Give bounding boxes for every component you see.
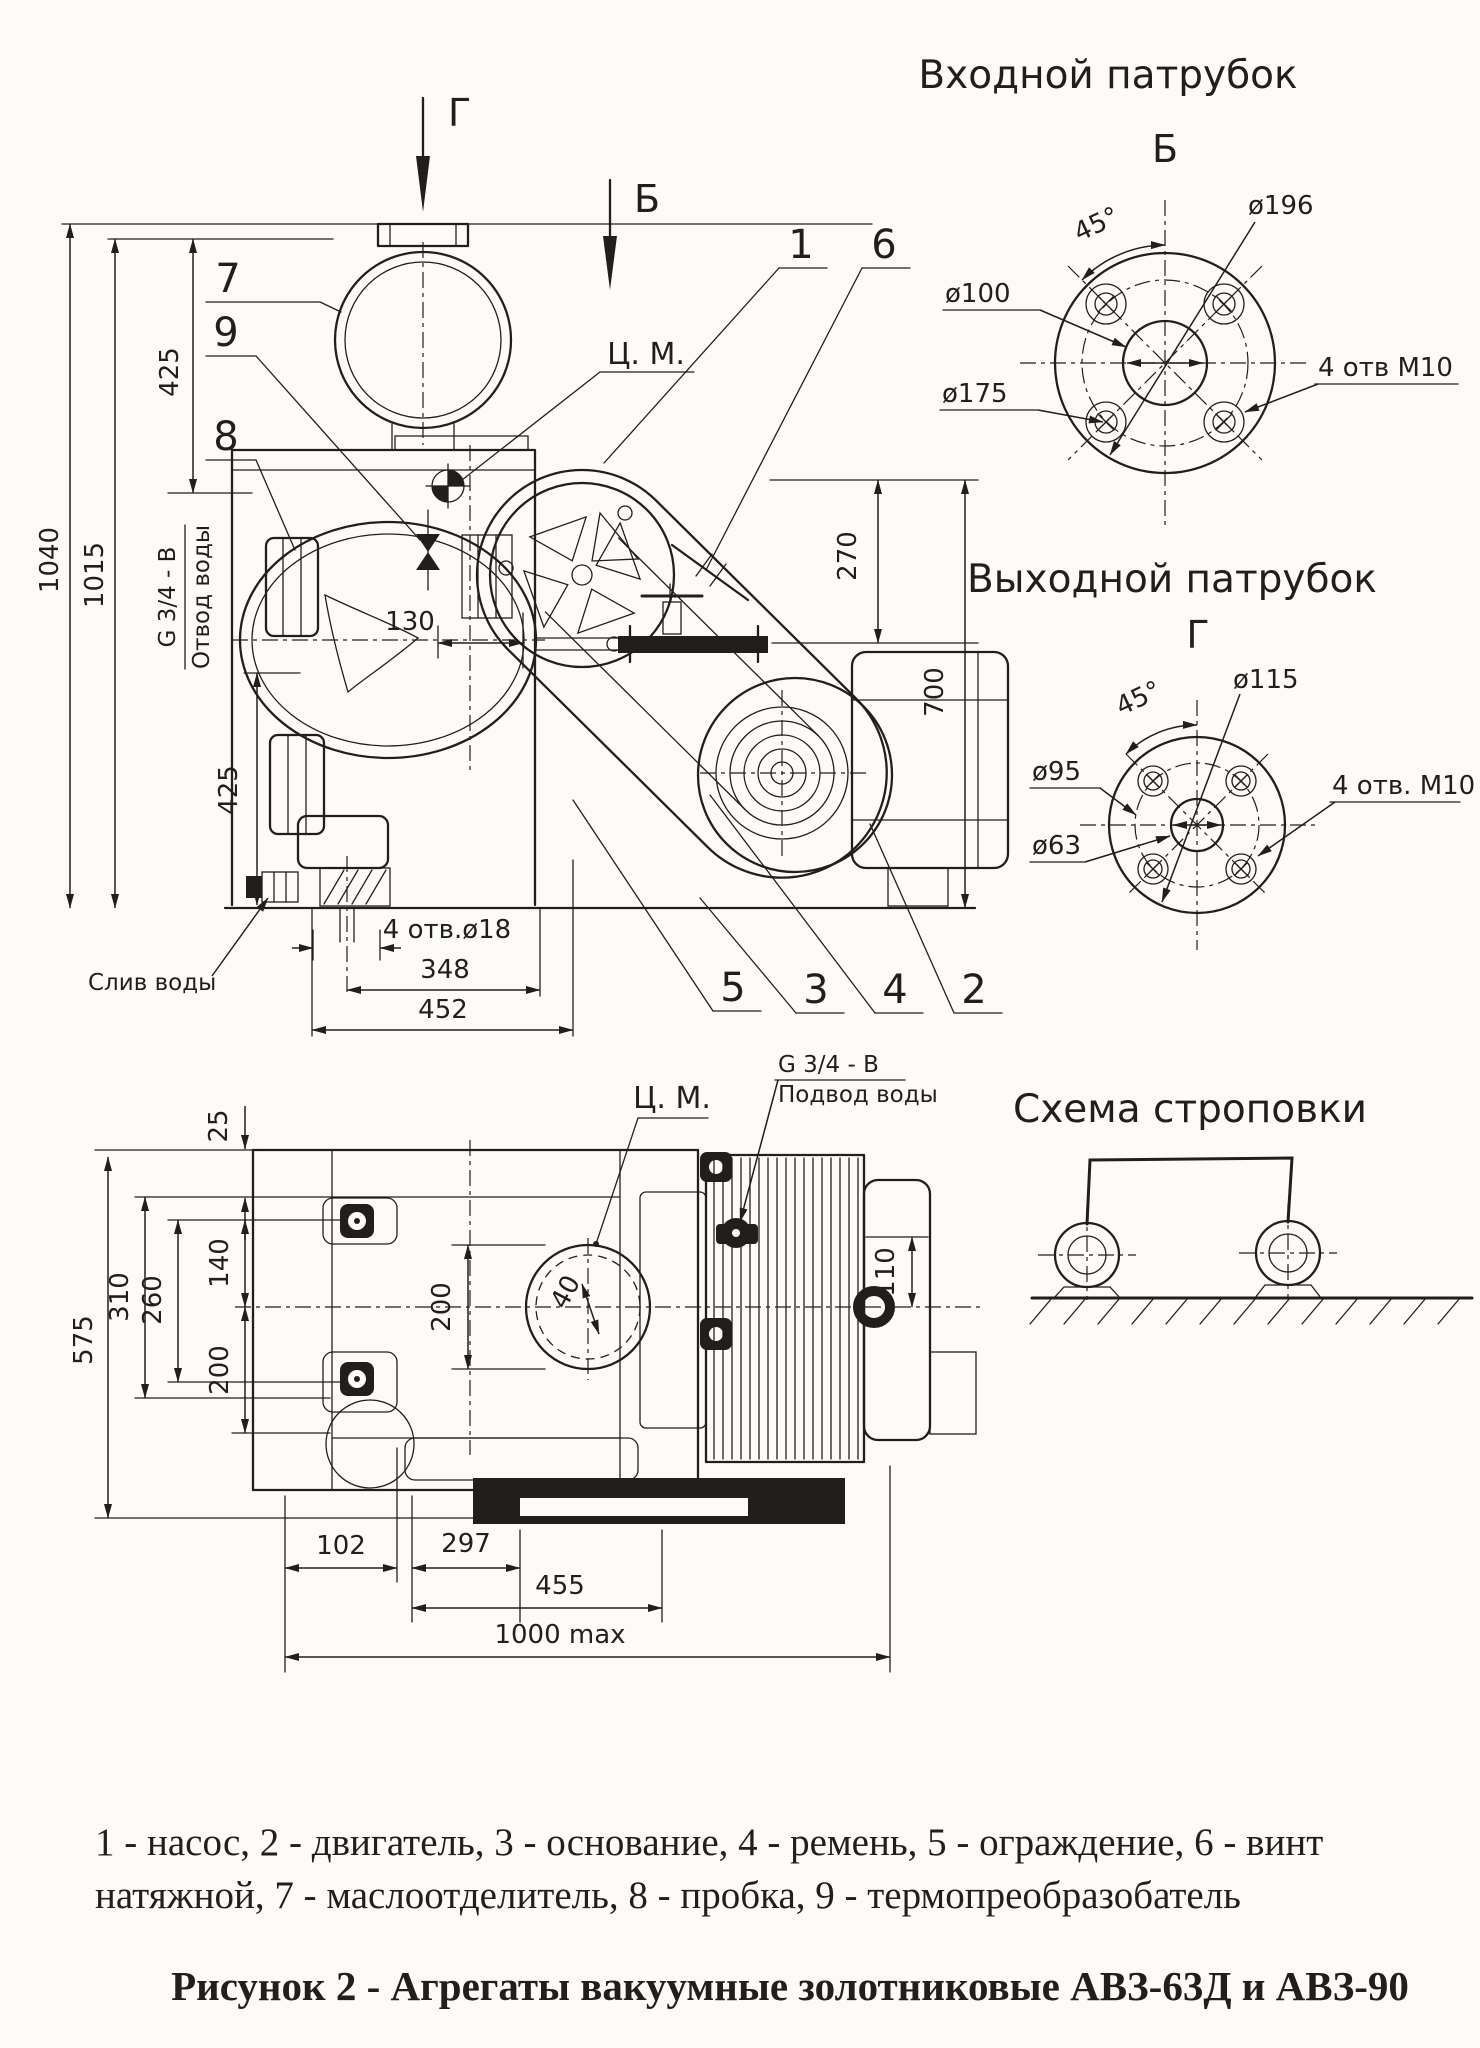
callout-9: 9 xyxy=(213,310,239,356)
dim-297: 297 xyxy=(441,1529,491,1559)
dim-700: 700 xyxy=(920,667,950,717)
section-letter-g: Г xyxy=(448,91,472,135)
plan-motor xyxy=(640,1155,976,1462)
dim-25: 25 xyxy=(204,1109,234,1143)
outlet-flange-title: Выходной патрубок xyxy=(967,557,1377,602)
oil-separator xyxy=(335,224,511,450)
section-letter-b: Б xyxy=(634,177,661,221)
callout-2: 2 xyxy=(961,967,987,1013)
belt-guard xyxy=(434,427,931,922)
mv-callouts xyxy=(206,222,1002,1013)
inlet-angle-label: 45° xyxy=(1069,201,1124,249)
dim-130: 130 xyxy=(385,607,435,637)
figure-caption: Рисунок 2 - Агрегаты вакуумные золотниковые АВЗ-63Д и АВЗ-90 xyxy=(171,1963,1409,2009)
inlet-outer-dia: ø196 xyxy=(1248,191,1314,221)
dim-348: 348 xyxy=(420,955,470,985)
supply-thread-label: G 3/4 - В xyxy=(778,1052,879,1078)
dim-200-left: 200 xyxy=(205,1345,235,1395)
outlet-thread-label: G 3/4 - В xyxy=(155,546,181,648)
side-ports xyxy=(266,538,324,834)
dim-270: 270 xyxy=(833,531,863,581)
inlet-bolt-circle-dia: ø175 xyxy=(942,379,1008,409)
dim-310: 310 xyxy=(105,1272,135,1322)
outlet-water-label xyxy=(155,525,215,669)
dim-140: 140 xyxy=(205,1238,235,1288)
plan-dimensions xyxy=(69,1052,938,1672)
supply-fitting xyxy=(716,1218,758,1248)
outlet-bolt-circle-dia: ø95 xyxy=(1032,757,1081,787)
callout-8: 8 xyxy=(213,414,239,460)
callout-7: 7 xyxy=(215,256,241,302)
inlet-flange-view xyxy=(918,53,1458,530)
dim-455: 455 xyxy=(535,1571,585,1601)
cm-label-main: Ц. М. xyxy=(607,337,685,372)
legend-line-2: натяжной, 7 - маслоотделитель, 8 - пробка, 9 - термопреобразобатель xyxy=(95,1874,1241,1917)
callout-4: 4 xyxy=(882,967,908,1013)
callout-3: 3 xyxy=(803,967,829,1013)
dim-40: 40 xyxy=(544,1270,587,1314)
dim-102: 102 xyxy=(316,1531,366,1561)
main-view xyxy=(35,91,1008,1036)
inlet-holes-label: 4 отв М10 xyxy=(1318,353,1453,383)
callout-1: 1 xyxy=(788,222,814,268)
inlet-flange-letter: Б xyxy=(1151,127,1179,171)
sling-eyebolt-right xyxy=(1239,1204,1337,1298)
dim-1000max: 1000 max xyxy=(494,1620,626,1650)
dim-425-top: 425 xyxy=(155,347,185,397)
outlet-angle-label: 45° xyxy=(1111,675,1166,723)
dim-452: 452 xyxy=(418,995,468,1025)
sling-title: Схема строповки xyxy=(1012,1087,1368,1132)
legend-line-1: 1 - насос, 2 - двигатель, 3 - основание, 4 - ремень, 5 - ограждение, 6 - винт xyxy=(95,1821,1324,1864)
cooling-valve xyxy=(535,584,768,662)
dim-200-mid: 200 xyxy=(427,1282,457,1332)
pump-body xyxy=(225,436,975,908)
plan-view xyxy=(69,1052,985,1672)
outlet-outer-dia: ø115 xyxy=(1233,665,1299,695)
dim-1040: 1040 xyxy=(35,526,65,594)
legend xyxy=(95,1821,1323,1917)
base-strip xyxy=(473,1478,845,1524)
thermocouple-symbol xyxy=(416,510,440,590)
outlet-bore-dia: ø63 xyxy=(1032,831,1081,861)
dim-1015: 1015 xyxy=(80,541,110,609)
drain-plug xyxy=(246,816,390,996)
outlet-holes-label: 4 отв. М10 xyxy=(1332,771,1476,801)
outlet-flange-view xyxy=(967,557,1475,950)
supply-name-label: Подвод воды xyxy=(778,1082,938,1108)
motor xyxy=(698,652,1008,906)
dim-575: 575 xyxy=(69,1315,99,1365)
plan-lugs xyxy=(323,1152,732,1412)
cm-label-plan: Ц. М. xyxy=(633,1081,711,1116)
callout-5: 5 xyxy=(720,965,746,1011)
dim-425-bottom: 425 xyxy=(214,765,244,815)
mv-dimensions xyxy=(35,224,978,1036)
ground-hatch xyxy=(1030,1298,1460,1324)
sling-eyebolt-left xyxy=(1038,1206,1136,1300)
drain-label: Слив воды xyxy=(88,970,217,996)
dim-110: 110 xyxy=(871,1247,901,1297)
inlet-flange-title: Входной патрубок xyxy=(918,53,1298,98)
outlet-name-label: Отвод воды xyxy=(189,524,215,670)
dim-260: 260 xyxy=(138,1275,168,1325)
callout-6: 6 xyxy=(871,222,897,268)
sling-scheme xyxy=(1013,1087,1472,1324)
section-arrow-g xyxy=(416,91,471,212)
inlet-bore-dia: ø100 xyxy=(945,279,1011,309)
section-arrow-b xyxy=(603,177,660,290)
outlet-flange-letter: Г xyxy=(1186,613,1210,657)
anchor-holes-label: 4 отв.ø18 xyxy=(382,915,512,945)
